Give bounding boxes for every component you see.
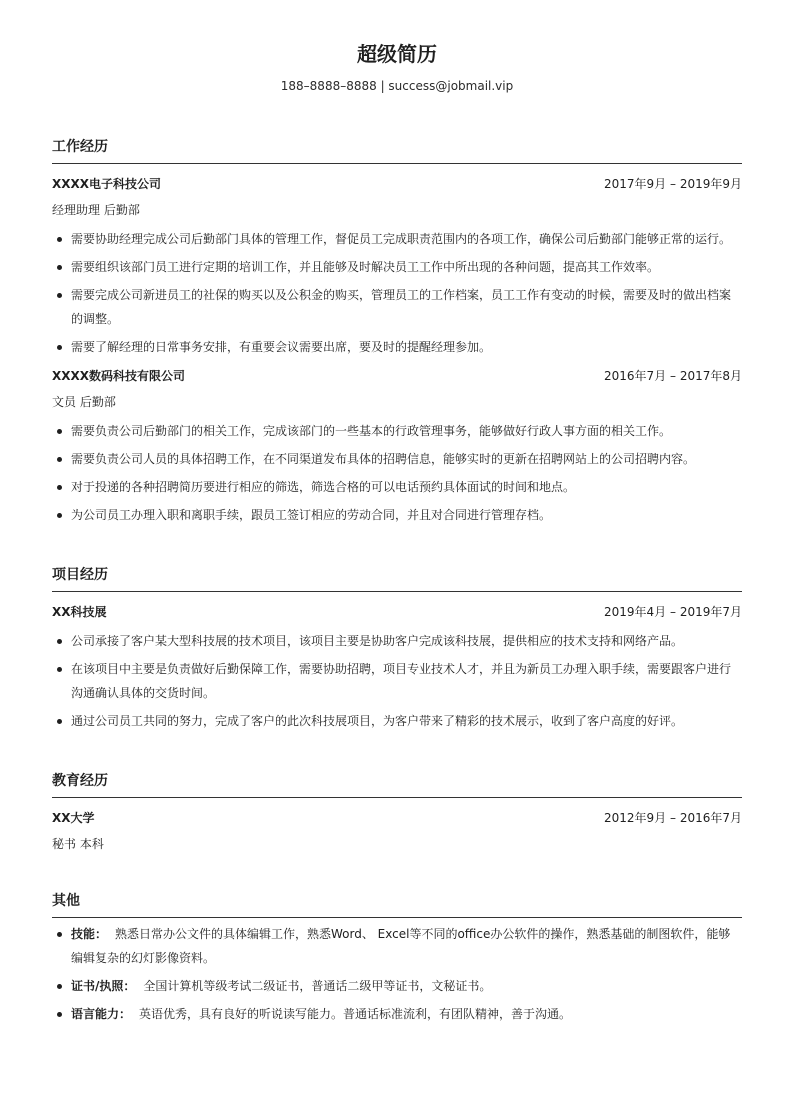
section-title-work: 工作经历 xyxy=(52,136,742,164)
bullet-icon xyxy=(57,984,62,989)
bullet-text: 需要组织该部门员工进行定期的培训工作，并且能够及时解决员工工作中所出现的各种问题，提高其工作效率。 xyxy=(71,260,660,274)
section-spacer xyxy=(52,531,742,564)
bullet-icon xyxy=(57,429,62,434)
section-title-other: 其他 xyxy=(52,890,742,918)
work-section xyxy=(52,136,742,527)
list-item xyxy=(52,709,742,733)
bullet-icon xyxy=(57,485,62,490)
item-text: 英语优秀，具有良好的听说读写能力。普通话标准流利，有团队精神，善于沟通。 xyxy=(139,1007,572,1021)
list-item xyxy=(52,503,742,527)
bullet-icon xyxy=(57,457,62,462)
bullet-text: 公司承接了客户某大型科技展的技术项目，该项目主要是协助客户完成该科技展，提供相应的技术支持和网络产品。 xyxy=(71,634,684,648)
section-title-project: 项目经历 xyxy=(52,564,742,592)
bullet-icon xyxy=(57,1012,62,1017)
bullet-list xyxy=(52,922,742,1026)
list-item xyxy=(52,657,742,705)
list-item xyxy=(52,283,742,331)
list-item xyxy=(52,475,742,499)
list-item xyxy=(52,335,742,359)
bullet-list xyxy=(52,227,742,359)
list-item xyxy=(52,629,742,653)
bullet-icon xyxy=(57,513,62,518)
list-item xyxy=(52,447,742,471)
bullet-icon xyxy=(57,265,62,270)
bullet-icon xyxy=(57,345,62,350)
contact-info: 188–8888–8888 | success@jobmail.vip xyxy=(280,79,514,93)
item-label: 证书/执照： xyxy=(71,979,136,993)
entry-date: 2016年7月 – 2017年8月 xyxy=(604,369,742,383)
item-label: 语言能力： xyxy=(71,1007,132,1021)
section-spacer xyxy=(52,737,742,770)
entry-org: XX大学 xyxy=(52,811,95,825)
list-item xyxy=(52,922,742,970)
bullet-icon xyxy=(57,639,62,644)
list-item xyxy=(52,974,742,998)
entry-header xyxy=(52,171,742,197)
list-item xyxy=(52,419,742,443)
list-item xyxy=(52,255,742,279)
work-entry xyxy=(52,363,742,527)
entry-org: XX科技展 xyxy=(52,605,107,619)
section-title-education: 教育经历 xyxy=(52,770,742,798)
entry-role: 秘书 本科 xyxy=(52,837,104,851)
project-section xyxy=(52,564,742,733)
item-label: 技能： xyxy=(71,927,108,941)
bullet-text: 需要负责公司后勤部门的相关工作，完成该部门的一些基本的行政管理事务，能够做好行政人事方面的相关工作。 xyxy=(71,424,672,438)
bullet-list xyxy=(52,419,742,527)
entry-header xyxy=(52,363,742,389)
bullet-text: 需要协助经理完成公司后勤部门具体的管理工作，督促员工完成职责范围内的各项工作，确保公司后勤部门能够正常的运行。 xyxy=(71,232,732,246)
list-item xyxy=(52,227,742,251)
education-section xyxy=(52,770,742,857)
resume-body xyxy=(52,136,742,1030)
list-item xyxy=(52,1002,742,1026)
entry-role: 经理助理 后勤部 xyxy=(52,203,140,217)
entry-org: XXXX电子科技公司 xyxy=(52,177,162,191)
entry-date: 2017年9月 – 2019年9月 xyxy=(604,177,742,191)
bullet-text: 对于投递的各种招聘简历要进行相应的筛选，筛选合格的可以电话预约具体面试的时间和地点。 xyxy=(71,480,576,494)
other-section xyxy=(52,890,742,1026)
bullet-icon xyxy=(57,719,62,724)
bullet-icon xyxy=(57,293,62,298)
entry-date: 2012年9月 – 2016年7月 xyxy=(604,811,742,825)
bullet-text: 需要完成公司新进员工的社保的购买以及公积金的购买，管理员工的工作档案，员工工作有变动的时候，需要及时的做出档案的调整。 xyxy=(71,288,732,326)
bullet-text: 需要负责公司人员的具体招聘工作，在不同渠道发布具体的招聘信息，能够实时的更新在招聘网站上的公司招聘内容。 xyxy=(71,452,696,466)
item-text: 全国计算机等级考试二级证书，普通话二级甲等证书，文秘证书。 xyxy=(143,979,492,993)
bullet-text: 在该项目中主要是负责做好后勤保障工作，需要协助招聘，项目专业技术人才，并且为新员工办理入职手续，需要跟客户进行沟通确认具体的交货时间。 xyxy=(71,662,732,700)
item-text: 熟悉日常办公文件的具体编辑工作，熟悉Word、 Excel等不同的office办公软件的操作，熟悉基础的制图软件，能够编辑复杂的幻灯影像资料。 xyxy=(71,927,731,965)
bullet-icon xyxy=(57,932,62,937)
section-spacer xyxy=(52,857,742,890)
bullet-icon xyxy=(57,667,62,672)
bullet-text: 通过公司员工共同的努力，完成了客户的此次科技展项目，为客户带来了精彩的技术展示，收到了客户高度的好评。 xyxy=(71,714,684,728)
entry-date: 2019年4月 – 2019年7月 xyxy=(604,605,742,619)
bullet-text: 为公司员工办理入职和离职手续，跟员工签订相应的劳动合同，并且对合同进行管理存档。 xyxy=(71,508,552,522)
entry-header xyxy=(52,599,742,625)
entry-role: 文员 后勤部 xyxy=(52,395,116,409)
entry-org: XXXX数码科技有限公司 xyxy=(52,369,186,383)
resume-name: 超级简历 xyxy=(357,42,437,66)
bullet-icon xyxy=(57,237,62,242)
entry-header xyxy=(52,805,742,831)
bullet-text: 需要了解经理的日常事务安排，有重要会议需要出席，要及时的提醒经理参加。 xyxy=(71,340,492,354)
work-entry xyxy=(52,171,742,359)
bullet-list xyxy=(52,629,742,733)
